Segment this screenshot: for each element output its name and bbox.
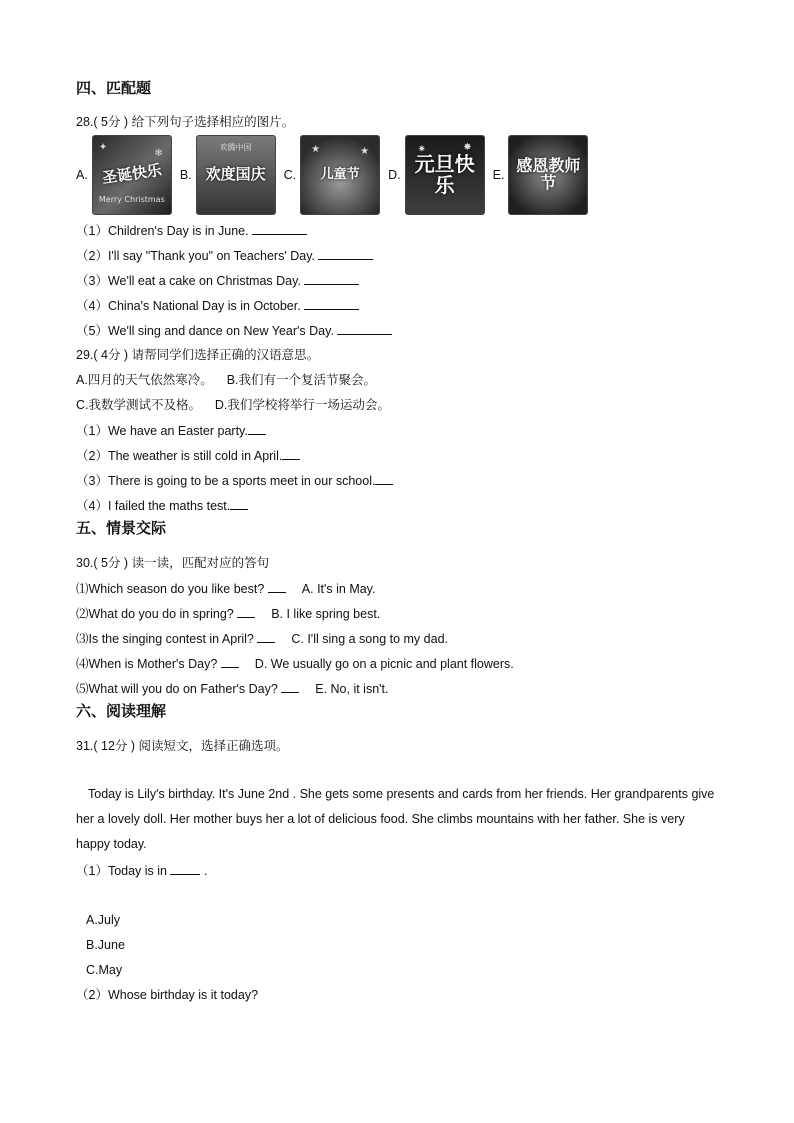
q30-answer-c: C. I'll sing a song to my dad.	[291, 632, 448, 646]
answer-blank[interactable]	[375, 472, 393, 485]
answer-blank[interactable]	[304, 297, 359, 310]
q31-option-b[interactable]: B.June	[86, 938, 125, 952]
option-a-letter: A.	[76, 168, 88, 182]
q31-option-a[interactable]: A.July	[86, 913, 121, 927]
option-e-letter: E.	[492, 168, 505, 182]
answer-blank[interactable]	[237, 605, 255, 618]
teachers-day-picture	[508, 135, 588, 215]
q28-item-1	[76, 222, 307, 239]
childrens-day-picture: ★ ★ 儿童节	[300, 135, 380, 215]
q30-item-1	[76, 580, 375, 597]
q30-answer-a: A. It's in May.	[301, 582, 376, 596]
q30-item-3	[76, 630, 448, 647]
answer-blank[interactable]	[170, 862, 200, 875]
section-5-heading: 五、情景交际	[76, 520, 167, 537]
q30-question-3: ⑶Is the singing contest in April?	[76, 632, 258, 646]
q31-prompt: 31.( 12分 ) 阅读短文，选择正确选项。	[76, 739, 289, 753]
q28-item-4-text: （4）China's National Day is in October.	[76, 299, 305, 313]
christmas-picture: ✦ ❄ 圣诞快乐 Merry Christmas	[92, 135, 172, 215]
q28-item-5-text: （5）We'll sing and dance on New Year's Day.	[76, 324, 338, 338]
q28-item-4	[76, 297, 359, 314]
q31-option-c[interactable]: C.May	[86, 963, 123, 977]
q30-question-1: ⑴Which season do you like best?	[76, 582, 268, 596]
q29-item-2-text: （2）The weather is still cold in April.	[76, 449, 283, 463]
q29-choices-line-2: C.我数学测试不及格。 D.我们学校将举行一场运动会。	[76, 398, 390, 412]
option-c-letter: C.	[283, 168, 297, 182]
q30-question-4: ⑷When is Mother's Day?	[76, 657, 221, 671]
q28-item-5	[76, 322, 392, 339]
answer-blank[interactable]	[304, 272, 359, 285]
q28-picture-options	[76, 134, 596, 216]
option-b-letter: B.	[179, 168, 192, 182]
q29-choices-line-1: A.四月的天气依然寒冷。 B.我们有一个复活节聚会。	[76, 373, 377, 387]
national-day-picture-subtext: 欢腾中国	[219, 143, 252, 152]
answer-blank[interactable]	[230, 497, 248, 510]
section-6-heading: 六、阅读理解	[76, 703, 167, 720]
answer-blank[interactable]	[337, 322, 392, 335]
answer-blank[interactable]	[248, 422, 266, 435]
q30-item-4	[76, 655, 514, 672]
christmas-picture-subtext: Merry Christmas	[98, 195, 165, 204]
q29-item-1-text: （1）We have an Easter party.	[76, 424, 248, 438]
national-day-picture	[196, 135, 276, 215]
q29-item-3	[76, 472, 393, 489]
answer-blank[interactable]	[221, 655, 239, 668]
q30-question-5: ⑸What will you do on Father's Day?	[76, 682, 282, 696]
answer-blank[interactable]	[268, 580, 286, 593]
reading-passage: Today is Lily's birthday. It's June 2nd . She gets some presents and cards from her friends. Her grandparents give her a lovely doll. Her mother buys her a lot of delicious food. She climbs mountains with her father. She is very happy today.	[76, 787, 715, 851]
q30-question-2: ⑵What do you do in spring?	[76, 607, 238, 621]
q30-prompt: 30.( 5分 ) 读一读，匹配对应的答句	[76, 556, 270, 570]
childrens-day-picture-text: 儿童节	[320, 167, 360, 183]
q31-sub-2: （2）Whose birthday is it today?	[76, 988, 259, 1002]
answer-blank[interactable]	[257, 630, 275, 643]
q31-sub-1	[76, 862, 207, 879]
q30-item-2	[76, 605, 380, 622]
q29-item-4-text: （4）I failed the maths test.	[76, 499, 231, 513]
answer-blank[interactable]	[318, 247, 373, 260]
option-d-letter: D.	[388, 168, 401, 182]
q29-item-2	[76, 447, 300, 464]
q28-item-2-text: （2）I'll say "Thank you" on Teachers' Day.	[76, 249, 319, 263]
answer-blank[interactable]	[252, 222, 307, 235]
q29-item-3-text: （3）There is going to be a sports meet in our school.	[76, 474, 376, 488]
q29-item-4	[76, 497, 248, 514]
q30-item-5	[76, 680, 389, 697]
q29-item-1	[76, 422, 266, 439]
new-year-picture-text: 元旦快乐	[414, 152, 475, 197]
q28-item-3	[76, 272, 359, 289]
q28-item-2	[76, 247, 373, 264]
q29-prompt: 29.( 4分 ) 请帮同学们选择正确的汉语意思。	[76, 348, 320, 362]
new-year-picture: ✷ ✸ 元旦快乐	[405, 135, 485, 215]
teachers-day-picture-text: 感恩教师节	[516, 156, 581, 192]
q31-sub-1-text: （1）Today is in	[76, 864, 171, 878]
q28-item-3-text: （3）We'll eat a cake on Christmas Day.	[76, 274, 305, 288]
q28-item-1-text: （1）Children's Day is in June.	[76, 224, 253, 238]
section-4-heading: 四、匹配题	[76, 80, 152, 97]
q30-answer-e: E. No, it isn't.	[315, 682, 389, 696]
answer-blank[interactable]	[281, 680, 299, 693]
answer-blank[interactable]	[282, 447, 300, 460]
christmas-picture-text: 圣诞快乐	[100, 161, 163, 188]
q31-sub-1-end: .	[200, 864, 208, 878]
q28-prompt: 28.( 5分 ) 给下列句子选择相应的图片。	[76, 115, 295, 129]
q30-answer-b: B. I like spring best.	[271, 607, 381, 621]
q30-answer-d: D. We usually go on a picnic and plant flowers.	[254, 657, 514, 671]
national-day-picture-text: 欢度国庆	[205, 165, 266, 184]
